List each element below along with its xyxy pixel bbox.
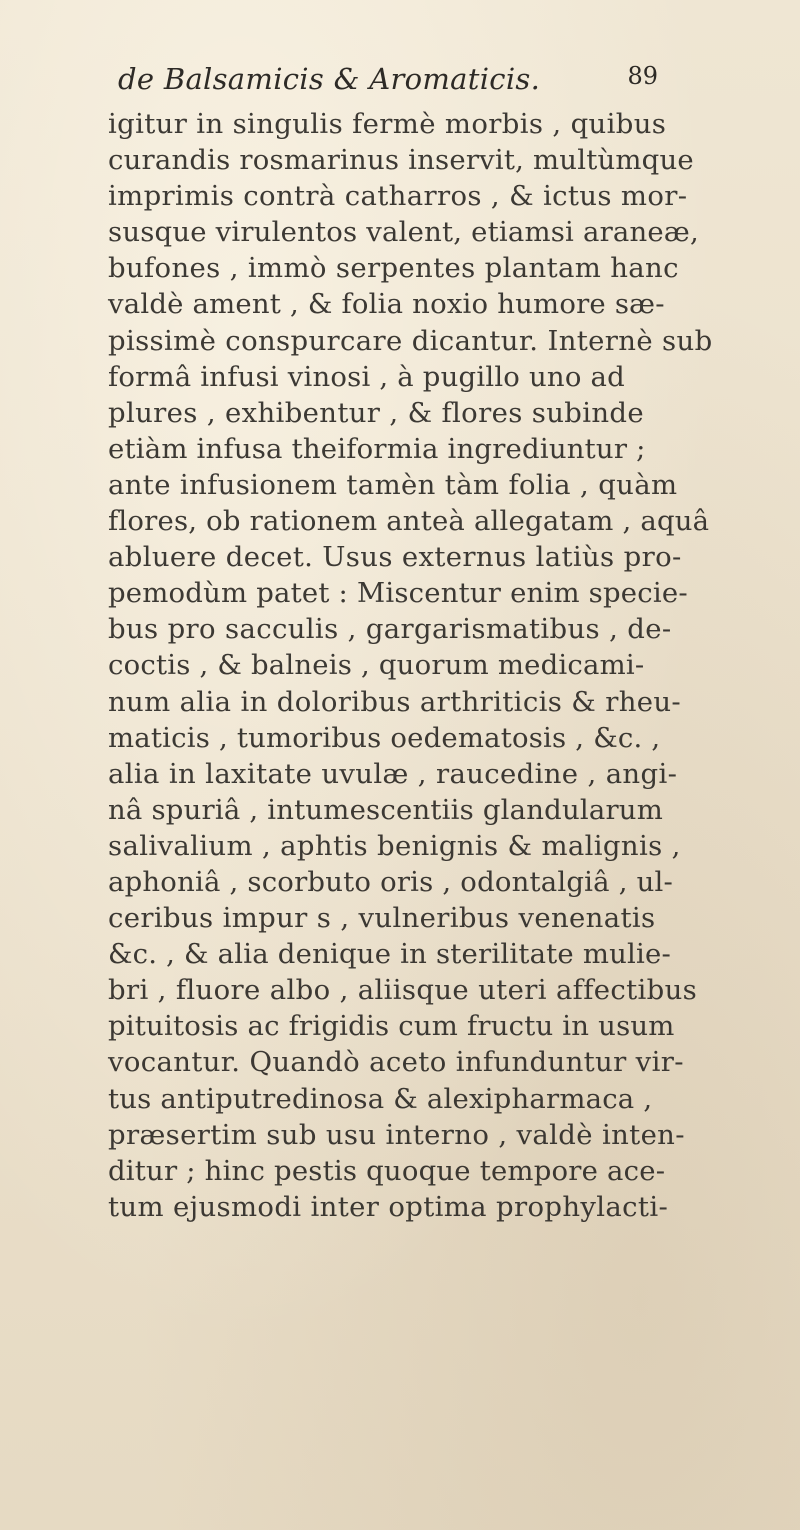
running-head [118,62,658,102]
text-line: nâ spuriâ , intumescentiis glandularum [108,793,663,826]
text-line: bufones , immò serpentes plantam hanc [108,252,679,285]
text-line: susque virulentos valent, etiamsi araneæ, [108,216,699,249]
text-line: alia in laxitate uvulæ , raucedine , angi- [108,757,678,790]
text-line: curandis rosmarinus inservit, multùmque [108,144,694,177]
text-line: num alia in doloribus arthriticis & rheu- [108,685,682,718]
text-line: abluere decet. Usus externus latiùs pro- [108,541,682,574]
text-line: bri , fluore albo , aliisque uteri affectibus [108,974,698,1007]
text-line: imprimis contrà catharros , & ictus mor- [108,180,688,213]
page-number: 89 [627,62,658,90]
text-line: pissimè conspurcare dicantur. Internè sub [108,324,713,357]
text-line: tum ejusmodi inter optima prophylacti- [108,1190,669,1223]
text-line: flores, ob rationem anteà allegatam , aquâ [108,505,710,538]
text-line: igitur in singulis fermè morbis , quibus [108,108,667,140]
text-line: maticis , tumoribus oedematosis , &c. , [108,721,661,754]
text-line: valdè ament , & folia noxio humore sæ- [108,288,665,321]
text-line: &c. , & alia denique in sterilitate mulie- [108,938,671,971]
text-line: plures , exhibentur , & flores subinde [108,396,645,429]
text-line: præsertim sub usu interno , valdè inten- [108,1118,685,1151]
text-line: coctis , & balneis , quorum medicami- [108,649,645,682]
running-title: de Balsamicis & Aromaticis. [118,62,541,96]
text-line: ante infusionem tamèn tàm folia , quàm [108,468,678,501]
text-line: ditur ; hinc pestis quoque tempore ace- [108,1154,666,1187]
text-line: bus pro sacculis , gargarismatibus , de- [108,613,672,646]
text-line: pemodùm patet : Miscentur enim specie- [108,577,688,610]
text-line: vocantur. Quandò aceto infunduntur vir- [108,1046,684,1079]
text-line: tus antiputredinosa & alexipharmaca , [108,1082,653,1115]
text-line: pituitosis ac frigidis cum fructu in usum [108,1010,675,1043]
text-line: formâ infusi vinosi , à pugillo uno ad [108,360,625,393]
body-text [108,106,713,1225]
text-line: etiàm infusa theiformia ingrediuntur ; [108,432,646,465]
text-line: aphoniâ , scorbuto oris , odontalgiâ , ul- [108,865,673,898]
text-line: ceribus impur s , vulneribus venenatis [108,902,656,935]
text-line: salivalium , aphtis benignis & malignis , [108,829,681,862]
